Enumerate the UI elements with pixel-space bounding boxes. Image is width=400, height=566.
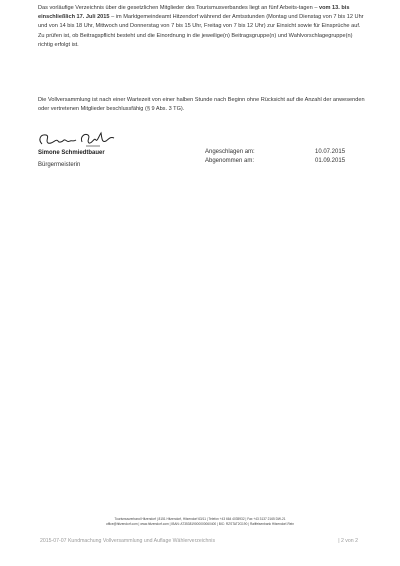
posted-row (205, 148, 365, 157)
paragraph-display-notice (38, 4, 368, 50)
handwritten-signature (36, 128, 118, 150)
footer-contact-line: office@hitzendorf.com | www.hitzendorf.com | IBAN: AT353819000000060400 | BIC: RZSTAT2G190 | Raiffeisenbank Hitzendorf-Rein (105, 522, 295, 526)
signatory-role: Bürgermeisterin (38, 162, 81, 168)
notice-date-range: vom 13. bis einschließlich 17. Juli 2015 (38, 5, 350, 21)
notice-text-start: Das vorläufige Verzeichnis über die gesetzlichen Mitglieder des Tourismusverbandes liegt an fünf Arbeits-tagen – (38, 5, 319, 11)
posted-label: Angeschlagen am: (205, 149, 255, 155)
quorum-text: Die Vollversammlung ist nach einer Wartezeit von einer halben Stunde nach Beginn ohne Rücksicht auf die Anzahl der anwesenden oder vertretenen Mitglieder beschlussfähig (§ 9 Abs. 3 TG). (38, 97, 365, 113)
notice-text-end: – im Marktgemeindeamt Hitzendorf während der Amtsstunden (Montag und Dienstag von 7 bis 12 Uhr und von 14 bis 18 Uhr, Mittwoch und Donnerstag von 7 bis 15 Uhr, Freitag von 7 bis 12 Uhr) zur Einsicht sowie für Einsprüche auf. Zu prüfen ist, ob Beitragspflicht besteht und die Einordnung in die jeweilige(n) Beitragsgruppe(n) und Wahlvorschlagegruppe(n) richtig erfolgt ist. (38, 14, 364, 48)
document-title: 2015-07-07 Kundmachung Vollversammlung und Auflage Wählerverzeichnis (40, 538, 216, 544)
organization-footer (40, 517, 360, 527)
paragraph-quorum (38, 96, 368, 114)
posting-dates (205, 148, 365, 166)
posted-date: 10.07.2015 (315, 149, 346, 155)
removed-row (205, 157, 365, 166)
signatory-name: Simone Schmiedtbauer (38, 150, 105, 156)
removed-date: 01.09.2015 (315, 158, 346, 164)
page-number: | 2 von 2 (338, 538, 358, 544)
footer-address-line: Tourismusverband Hitzendorf | 8151 Hitzendorf, Hitzendorf 63/11 | Telefon +43 664 4035932 | Fax +43 3137 2165 DW-21 (114, 517, 286, 521)
removed-label: Abgenommen am: (205, 158, 255, 164)
page-footer (40, 538, 358, 544)
